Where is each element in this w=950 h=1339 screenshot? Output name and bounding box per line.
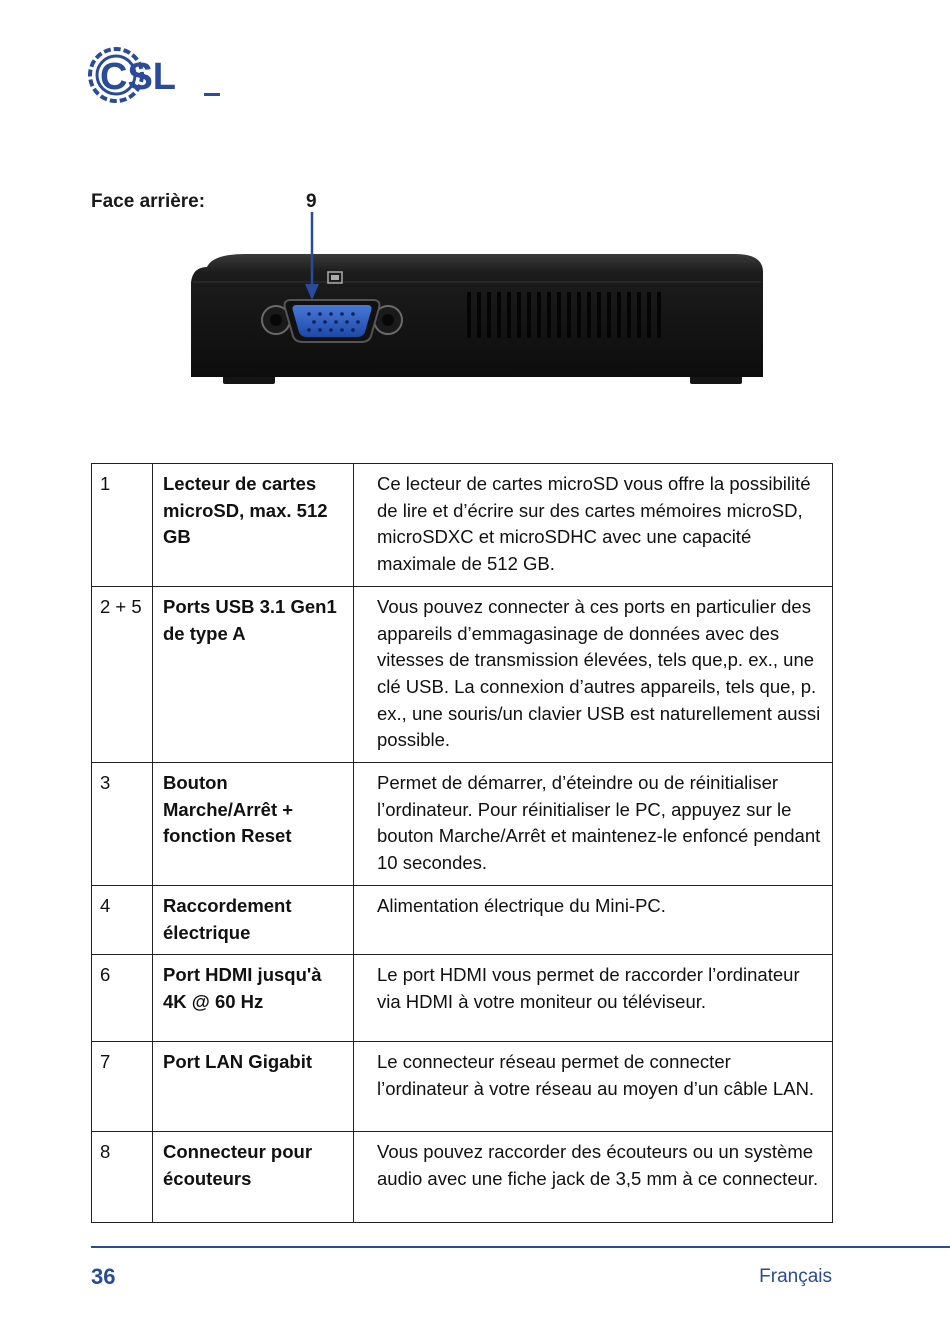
row-name: Raccordement électrique bbox=[153, 885, 354, 954]
row-number: 6 bbox=[92, 955, 153, 1042]
row-description: Le port HDMI vous permet de raccorder l’ordinateur via HDMI à votre moniteur ou téléviseur. bbox=[354, 955, 833, 1042]
row-number: 8 bbox=[92, 1132, 153, 1223]
table-row bbox=[92, 885, 833, 954]
footer-divider bbox=[91, 1246, 950, 1248]
row-description: Ce lecteur de cartes microSD vous offre la possibilité de lire et d’écrire sur des cartes mémoires microSD, microSDXC et microSDHC avec une capacité maximale de 512 GB. bbox=[354, 464, 833, 587]
row-name: Port HDMI jusqu'à 4K @ 60 Hz bbox=[153, 955, 354, 1042]
row-number: 4 bbox=[92, 885, 153, 954]
table-row bbox=[92, 464, 833, 587]
callout-number: 9 bbox=[306, 191, 317, 212]
row-name: Lecteur de cartes microSD, max. 512 GB bbox=[153, 464, 354, 587]
csl-logo bbox=[86, 40, 226, 110]
row-number: 7 bbox=[92, 1042, 153, 1132]
svg-text:CSL: CSL bbox=[100, 56, 176, 98]
table-row bbox=[92, 763, 833, 886]
row-description: Vous pouvez raccorder des écouteurs ou un système audio avec une fiche jack de 3,5 mm à ce connecteur. bbox=[354, 1132, 833, 1223]
row-name: Connecteur pour écouteurs bbox=[153, 1132, 354, 1223]
table-row bbox=[92, 586, 833, 762]
language-label: Français bbox=[759, 1266, 832, 1287]
section-label: Face arrière: bbox=[91, 191, 206, 212]
table-row bbox=[92, 1132, 833, 1223]
row-number: 2 + 5 bbox=[92, 586, 153, 762]
table-row bbox=[92, 1042, 833, 1132]
row-name: Port LAN Gigabit bbox=[153, 1042, 354, 1132]
table-row bbox=[92, 955, 833, 1042]
ports-table bbox=[91, 463, 833, 1223]
row-number: 1 bbox=[92, 464, 153, 587]
row-description: Alimentation électrique du Mini-PC. bbox=[354, 885, 833, 954]
row-description: Vous pouvez connecter à ces ports en particulier des appareils d’emmagasinage de données avec des vitesses de transmission élevées, tels que,p. ex., une clé USB. La connexion d’autres appareils, tels que, p. ex., une souris/un clavier USB est naturellement aussi possible. bbox=[354, 586, 833, 762]
row-description: Le connecteur réseau permet de connecter l’ordinateur à votre réseau au moyen d’un câble LAN. bbox=[354, 1042, 833, 1132]
row-number: 3 bbox=[92, 763, 153, 886]
row-name: Bouton Marche/Arrêt + fonction Reset bbox=[153, 763, 354, 886]
page-number: 36 bbox=[91, 1264, 116, 1289]
row-name: Ports USB 3.1 Gen1 de type A bbox=[153, 586, 354, 762]
device-rear-illustration bbox=[185, 212, 770, 392]
row-description: Permet de démarrer, d’éteindre ou de réinitialiser l’ordinateur. Pour réinitialiser le PC, appuyez sur le bouton Marche/Arrêt et maintenez-le enfoncé pendant 10 secondes. bbox=[354, 763, 833, 886]
